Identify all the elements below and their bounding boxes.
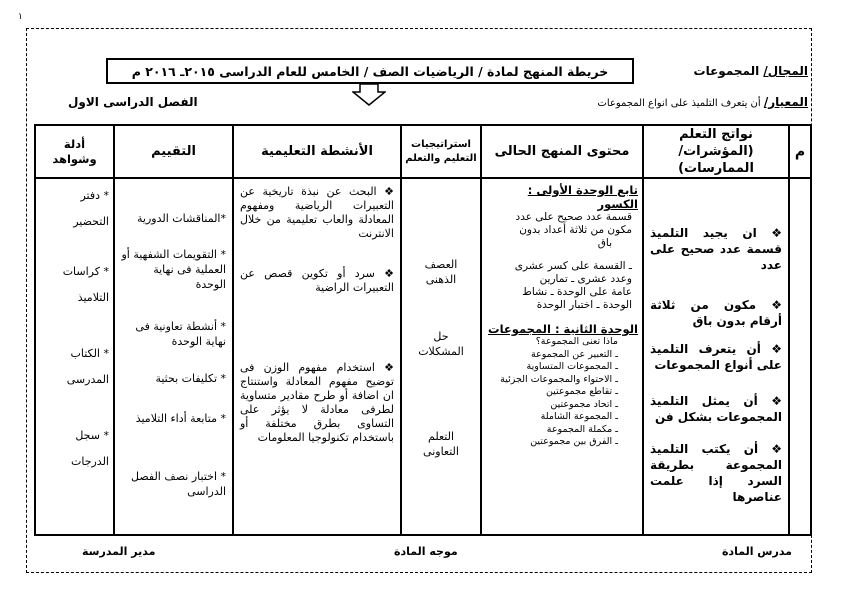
standard-value: أن يتعرف التلميذ على انواع المجموعات <box>597 98 764 109</box>
standard-label: المعيار/ <box>763 95 808 109</box>
evaluation-item: * التقويمات الشفهية أو العملية فى نهاية الوحدة <box>121 248 226 291</box>
content-line: ماذا تعنى المجموعة؟ <box>535 336 618 347</box>
activity-item: ❖ سرد أو تكوين قصص عن التعبيرات الراضية <box>240 267 394 294</box>
header-evidence <box>35 125 114 178</box>
header-outcomes <box>643 125 789 178</box>
header-evidence-line1: أدلة <box>63 136 86 151</box>
outcome-item: ❖ أن يكتب التلميذ المجموعة بطريقة السرد إذا علمت عناصرها <box>650 442 782 504</box>
header-evaluation: التقييم <box>114 125 233 178</box>
header-strategies-line2: التعليم والتعلم <box>405 152 477 164</box>
evaluation-item: * اختبار نصف الفصل الدراسى <box>131 470 226 498</box>
header-activities: الأنشطة التعليمية <box>233 125 401 178</box>
outcome-item: ❖ أن يتعرف التلميذ على أنواع المجموعات <box>650 342 782 372</box>
field-label: المجال/ <box>763 64 808 78</box>
field-line <box>694 64 808 78</box>
evidence-item: * الكتاب المدرسى <box>66 347 109 386</box>
content-line: ـ المجموعات المتساوية <box>526 361 618 372</box>
strategy-item: حل المشكلات <box>418 330 464 358</box>
content-line: وعدد عشرى ـ تمارين <box>539 273 632 285</box>
evaluation-cell <box>114 178 233 535</box>
header-outcomes-line2: (المؤشرات/ الممارسات) <box>678 144 754 176</box>
content-line: قسمة عدد صحيح على عدد <box>515 211 632 223</box>
header-evidence-line2: وشواهد <box>52 151 97 166</box>
strategy-item: التعلم التعاونى <box>423 430 459 458</box>
content-line: ـ مكملة المجموعة <box>546 423 618 435</box>
content-line: ـ المجموعة الشاملة <box>540 411 618 422</box>
evaluation-item: * تكليفات بحثية <box>155 372 226 385</box>
page-title: خريطة المنهج لمادة / الرياضيات الصف / الخامس للعام الدراسى ٢٠١٥ـ ٢٠١٦ م <box>106 58 634 84</box>
content-line: ـ التعبير عن المجموعة <box>530 348 618 360</box>
evaluation-item: * متابعة أداء التلاميذ <box>135 412 226 425</box>
curriculum-table <box>34 124 812 536</box>
outcomes-cell <box>643 178 789 535</box>
table-row <box>35 178 811 535</box>
evaluation-item: * أنشطة تعاونية فى نهاية الوحدة <box>135 320 226 348</box>
header-content: محتوى المنهج الحالى <box>481 125 643 178</box>
content-line: ـ تقاطع مجموعتين <box>545 386 618 397</box>
unit1-title: تابع الوحدة الأولى : الكسور <box>527 183 638 211</box>
outcome-item: ❖ مكون من ثلاثة أرقام بدون باق <box>650 298 782 328</box>
footer-principal: مدير المدرسة <box>82 545 156 558</box>
footer-supervisor: موجه المادة <box>394 545 458 558</box>
content-line: مكون من ثلاثة أعداد بدون <box>519 224 632 236</box>
down-arrow-icon <box>352 84 386 106</box>
header-number: م <box>789 125 811 178</box>
semester-label: الفصل الدراسى الاول <box>68 95 198 109</box>
evaluation-item: *المناقشات الدورية <box>137 212 226 225</box>
table-header-row <box>35 125 811 178</box>
strategy-item: العصف الذهنى <box>424 258 458 286</box>
content-line: عامة على الوحدة ـ نشاط <box>522 286 632 298</box>
activity-item: ❖ البحث عن نبذة تاريخية عن التعبيرات الرياضية ومفهوم المعادلة والعاب تعليمية من خلال الانترنت <box>240 185 394 240</box>
content-line: ـ اتحاد مجموعتين <box>550 398 618 410</box>
field-value: المجموعات <box>693 64 764 78</box>
standard-line <box>597 95 808 109</box>
evidence-cell <box>35 178 114 535</box>
content-cell <box>481 178 643 535</box>
outcome-item: ❖ أن يمثل التلميذ المجموعات بشكل فن <box>650 394 782 424</box>
evidence-item: * دفتر التحضير <box>73 189 109 228</box>
footer-teacher: مدرس المادة <box>721 545 792 558</box>
strategies-cell <box>401 178 481 535</box>
page-number: ١ <box>18 12 23 22</box>
activity-item: ❖ استخدام مفهوم الوزن فى توضيح مفهوم المعادلة واستنتاج ان اضافة أو طرح مقادير متساوية لطرفى معادلة لا يؤثر على التساوى بطرق مختلفة أو باستخدام تكنولوجيا المعلومات <box>240 361 394 444</box>
content-line: ـ الاحتواء والمجموعات الجزئية <box>500 373 618 385</box>
activities-cell <box>233 178 401 535</box>
outcome-item: ❖ ان يجيد التلميذ قسمة عدد صحيح على عدد <box>650 226 782 272</box>
content-line: باق <box>597 237 612 249</box>
number-cell <box>789 178 811 535</box>
content-line: ـ الفرق بين مجموعتين <box>530 436 618 447</box>
unit2-title: الوحدة الثانية : المجموعات <box>488 322 638 336</box>
content-line: الوحدة ـ اختبار الوحدة <box>536 299 632 311</box>
header-outcomes-line1: نواتج التعلم <box>679 127 753 142</box>
content-line: ـ القسمة على كسر عشرى <box>514 260 632 272</box>
header-strategies-line1: استراتيجيات <box>411 138 471 150</box>
evidence-item: * سجل الدرجات <box>70 429 109 468</box>
evidence-item: * كراسات التلاميذ <box>62 265 109 304</box>
header-strategies <box>401 125 481 178</box>
